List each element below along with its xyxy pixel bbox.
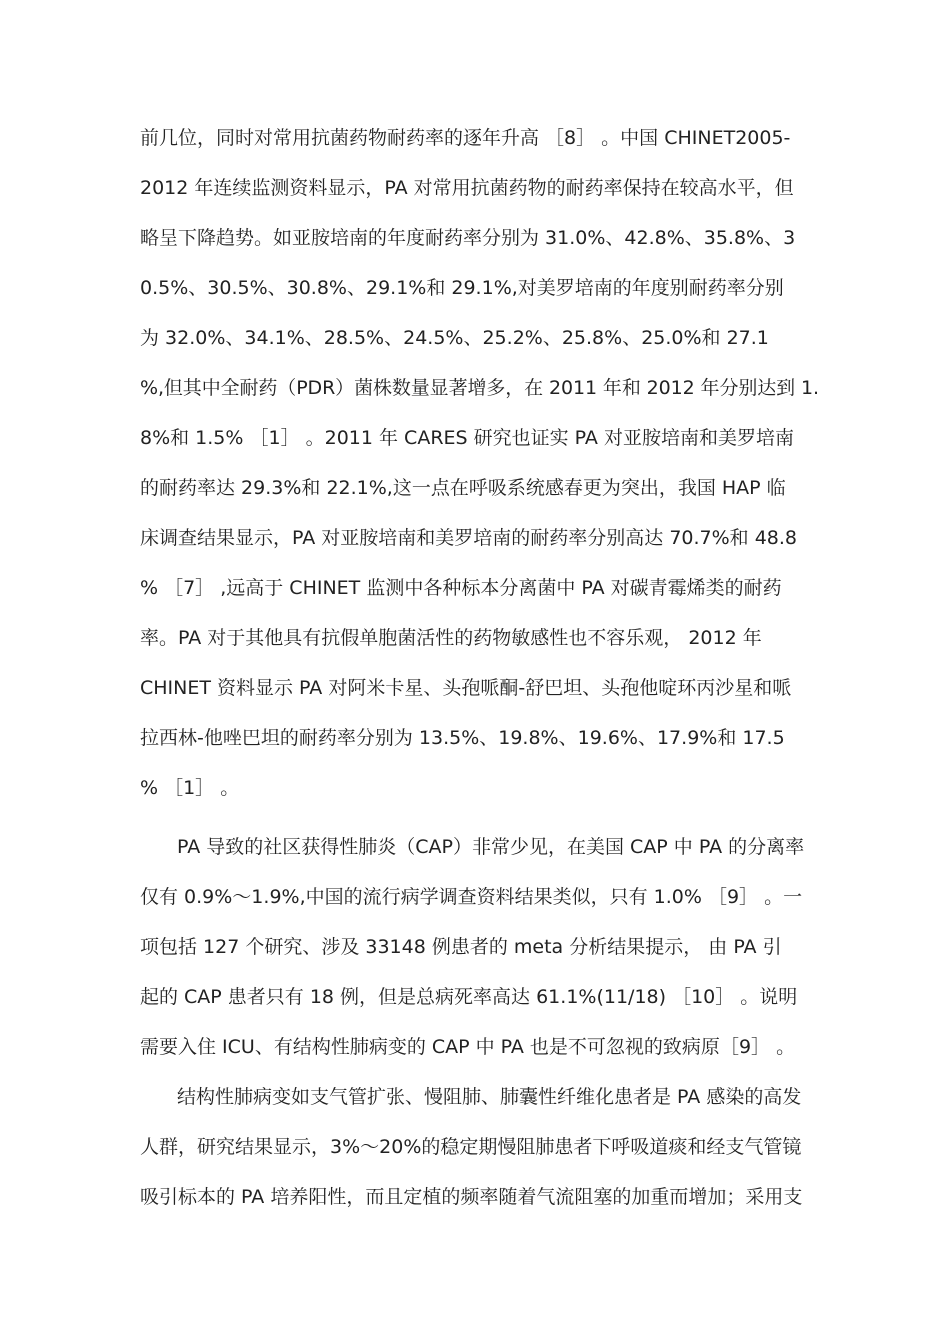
text-line: 床调查结果显示，PA 对亚胺培南和美罗培南的耐药率分别高达 70.7%和 48.8 xyxy=(140,527,798,549)
text-line: 2012 年连续监测资料显示，PA 对常用抗菌药物的耐药率保持在较高水平，但 xyxy=(140,177,794,199)
text-line: 人群，研究结果显示，3%～20%的稳定期慢阻肺患者下呼吸道痰和经支气管镜 xyxy=(140,1136,802,1158)
text-line: 的耐药率达 29.3%和 22.1%,这一点在呼吸系统感春更为突出，我国 HAP 临 xyxy=(140,477,786,499)
text-line: 为 32.0%、34.1%、28.5%、24.5%、25.2%、25.8%、25.0%和 27.1 xyxy=(140,327,769,349)
text-line: PA 导致的社区获得性肺炎（CAP）非常少见，在美国 CAP 中 PA 的分离率 xyxy=(177,836,805,858)
text-line: 率。PA 对于其他具有抗假单胞菌活性的药物敏感性也不容乐观， 2012 年 xyxy=(140,627,762,649)
text-line: % ［1］ 。 xyxy=(140,777,240,799)
text-line: CHINET 资料显示 PA 对阿米卡星、头孢哌酮-舒巴坦、头孢他啶环丙沙星和哌 xyxy=(140,677,792,699)
text-line: 仅有 0.9%～1.9%,中国的流行病学调查资料结果类似，只有 1.0% ［9］ 。一 xyxy=(140,886,803,908)
paragraph-cap xyxy=(140,822,820,1072)
text-line: 略呈下降趋势。如亚胺培南的年度耐药率分别为 31.0%、42.8%、35.8%、3 xyxy=(140,227,796,249)
text-line: %,但其中全耐药（PDR）菌株数量显著增多，在 2011 年和 2012 年分别达到 1. xyxy=(140,377,819,399)
text-line: 项包括 127 个研究、涉及 33148 例患者的 meta 分析结果提示， 由 PA 引 xyxy=(140,936,782,958)
text-line: 结构性肺病变如支气管扩张、慢阻肺、肺囊性纤维化患者是 PA 感染的高发 xyxy=(177,1086,802,1108)
text-line: % ［7］ ,远高于 CHINET 监测中各种标本分离菌中 PA 对碳青霉烯类的耐药 xyxy=(140,577,782,599)
text-line: 8%和 1.5% ［1］ 。2011 年 CARES 研究也证实 PA 对亚胺培南和美罗培南 xyxy=(140,427,794,449)
text-line: 吸引标本的 PA 培养阳性，而且定植的频率随着气流阻塞的加重而增加；采用支 xyxy=(140,1186,803,1208)
text-line: 拉西林-他唑巴坦的耐药率分别为 13.5%、19.8%、19.6%、17.9%和 17.5 xyxy=(140,727,785,749)
text-line: 前几位，同时对常用抗菌药物耐药率的逐年升高 ［8］ 。中国 CHINET2005- xyxy=(140,127,791,149)
text-line: 需要入住 ICU、有结构性肺病变的 CAP 中 PA 也是不可忽视的致病原［9］ 。 xyxy=(140,1036,796,1058)
paragraph-structural-lung-disease xyxy=(140,1072,820,1222)
text-line: 0.5%、30.5%、30.8%、29.1%和 29.1%,对美罗培南的年度别耐药率分别 xyxy=(140,277,784,299)
paragraph-resistance-trends xyxy=(140,113,820,813)
text-line: 起的 CAP 患者只有 18 例，但是总病死率高达 61.1%(11/18) ［10］ 。说明 xyxy=(140,986,798,1008)
